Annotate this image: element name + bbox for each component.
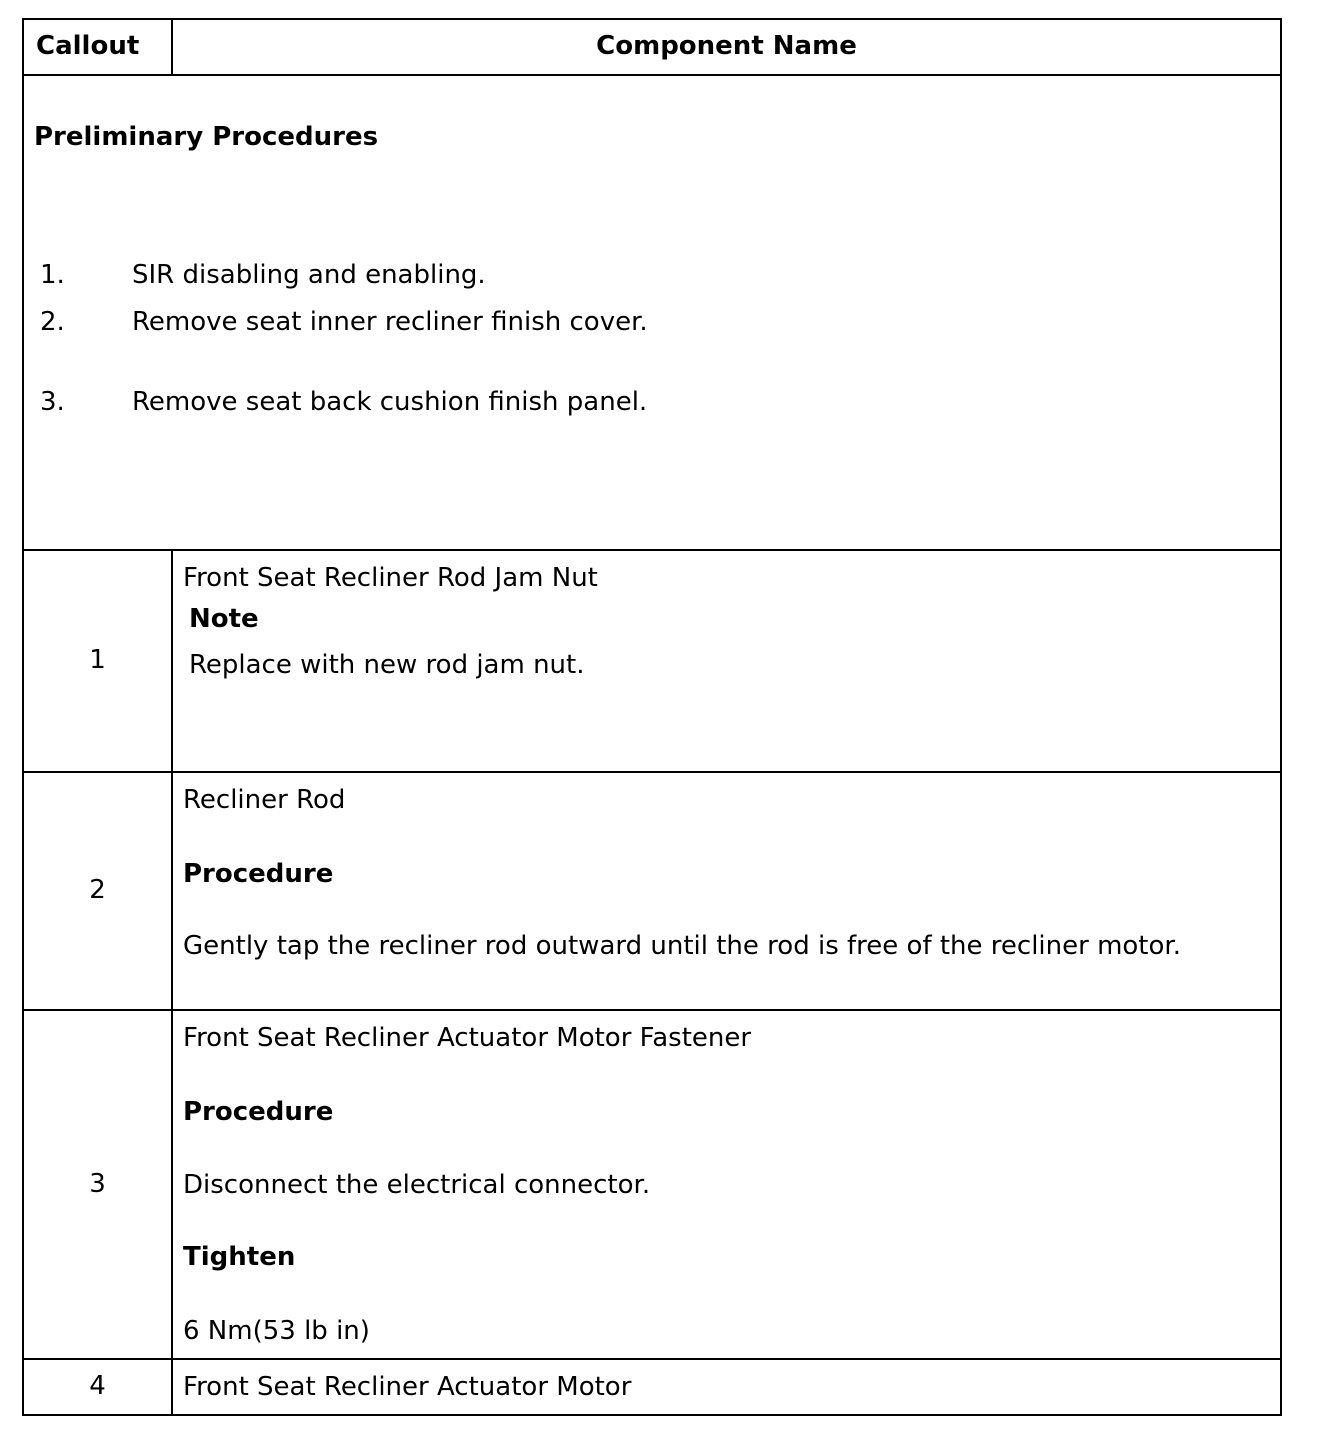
- callout-cell: 1: [23, 550, 172, 772]
- callout-cell: 2: [23, 772, 172, 1010]
- component-title: Front Seat Recliner Actuator Motor Fastener: [183, 1023, 752, 1053]
- note-label: Note: [189, 604, 259, 634]
- tighten-label: Tighten: [183, 1242, 296, 1272]
- preliminary-step-1: [40, 260, 486, 291]
- component-name-header: Component Name: [172, 19, 1281, 75]
- procedure-label: Procedure: [183, 859, 334, 889]
- component-title: Front Seat Recliner Rod Jam Nut: [183, 563, 598, 593]
- step-number: 1.: [40, 260, 65, 290]
- step-number: 3.: [40, 387, 65, 417]
- preliminary-step-3: [40, 387, 647, 418]
- component-cell: [172, 772, 1281, 1010]
- preliminary-row: [23, 75, 1281, 550]
- callout-cell: 4: [23, 1359, 172, 1415]
- tighten-value: 6 Nm(53 lb in): [183, 1316, 370, 1346]
- component-cell: [172, 1010, 1281, 1359]
- procedure-text: Disconnect the electrical connector.: [183, 1170, 651, 1200]
- procedure-text: Gently tap the recliner rod outward until the rod is free of the recliner motor.: [183, 931, 1181, 961]
- component-title: Front Seat Recliner Actuator Motor: [183, 1372, 632, 1402]
- table-row: [23, 772, 1281, 1010]
- callout-header: Callout: [23, 19, 172, 75]
- preliminary-title: Preliminary Procedures: [34, 122, 379, 152]
- step-text: SIR disabling and enabling.: [132, 260, 486, 290]
- component-title: Recliner Rod: [183, 785, 346, 815]
- step-number: 2.: [40, 307, 65, 337]
- component-table: [22, 18, 1282, 1416]
- callout-cell: 3: [23, 1010, 172, 1359]
- component-cell: [172, 550, 1281, 772]
- component-cell: [172, 1359, 1281, 1415]
- preliminary-step-2: [40, 307, 648, 338]
- step-text: Remove seat inner recliner finish cover.: [132, 307, 648, 337]
- table-row: [23, 550, 1281, 772]
- table-row: [23, 1010, 1281, 1359]
- preliminary-cell: [23, 75, 1281, 550]
- procedure-label: Procedure: [183, 1097, 334, 1127]
- note-text: Replace with new rod jam nut.: [189, 650, 585, 680]
- table-row: [23, 1359, 1281, 1415]
- step-text: Remove seat back cushion finish panel.: [132, 387, 648, 417]
- table-header-row: [23, 19, 1281, 75]
